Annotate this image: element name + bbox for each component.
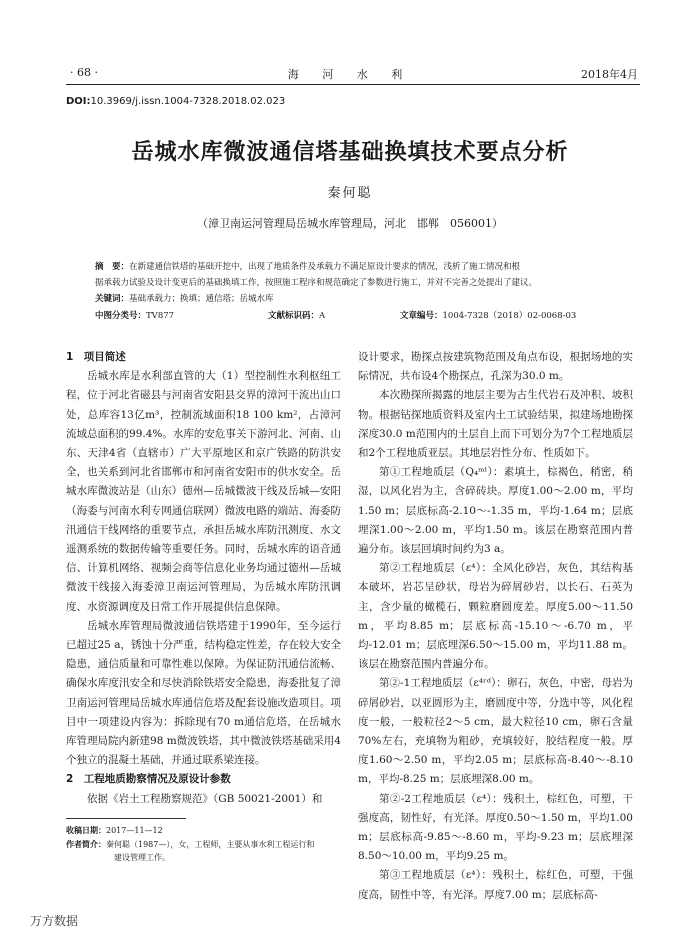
doi-value[interactable]: 10.3969/j.issn.1004-7328.2018.02.023 (90, 96, 286, 107)
doi-label: DOI: (66, 96, 91, 107)
received-label: 收稿日期： (66, 826, 106, 835)
paragraph: 第②-1工程地质层（ε⁴ʳᵈ）：卵石，灰色，中密，母岩为碎屑砂岩，以亚圆形为主，磨圆度中等，分选中等，风化程度一般，一般粒径2～5 cm，最大粒径10 cm，卵石含量70%左右，充填物为粗砂，充填较好，胶结程度一般。厚度1.60～2.50 m，平均2.05 m；层底标高-8.40～-8.10 m，平均-8.25 m；层底埋深8.00 m。 (358, 677, 633, 786)
issue-date: 2018年4月 (581, 68, 638, 81)
article-number (400, 309, 576, 321)
footnote-rule (66, 818, 186, 819)
abstract-text-2: 据承载力试验及设计变更后的基础换填工作，按照施工程序和规范确定了参数进行施工，并对不完善之处提出了建议。 (95, 278, 538, 288)
author-bio (66, 838, 346, 864)
paragraph: 第②工程地质层（ε⁴）：全风化砂岩，灰色，其结构基本破坏，岩芯呈砂状，母岩为碎屑砂岩，以长石、石英为主，含少量的橄榄石，颗粒磨圆度差。厚度5.00～11.50 m，平均8.85 m；层底标高-15.10～-6.70 m，平均-12.01 m；层底埋深6.50～15.00 m，平均11.88 m。该层在勘察范围内普遍分布。 (358, 562, 633, 671)
header-rule (66, 84, 640, 85)
paragraph: 本次勘探所揭露的地层主要为古生代岩石及冲积、坡积物。根据钻探地质资料及室内土工试验结果，拟建场地勘探深度30.0 m范围内的土层自上而下可划分为7个工程地质层和2个工程地质亚层。其地层岩性分布、性质如下。 (358, 389, 633, 460)
clc-number (95, 309, 174, 321)
author-bio-line-1: 秦何聪（1987—），女，工程师，主要从事水利工程运行和 (106, 840, 315, 849)
paper-title: 岳城水库微波通信塔基础换填技术要点分析 (131, 140, 569, 165)
right-column (358, 348, 633, 905)
paragraph: 岳城水库管理局微波通信铁塔建于1990年，至今运行已超过25 a，锈蚀十分严重，结构稳定性差，存在较大安全隐患，通信质量和可靠性难以保障。为保证防汛通信流畅、确保水库度汛安全和尽快消除铁塔安全隐患，海委批复了漳卫南运河管理局岳城水库通信危塔及配套设施改造项目。项目中一项建设内容为：拆除现有70 m通信危塔，在岳城水库管理局院内新建98 m微波铁塔，其中微波铁塔基础采用4个独立的混凝土基础，并通过联系梁连接。 (66, 619, 341, 767)
journal-name: 海 河 水 利 (287, 68, 413, 81)
affiliation: （漳卫南运河管理局岳城水库管理局，河北 邯郸 056001） (197, 217, 503, 230)
clc-value: TV877 (146, 311, 175, 321)
code-label: 文献标识码： (268, 311, 320, 321)
paragraph: 第③工程地质层（ε⁴）：残积土，棕红色，可塑，干强度高，韧性中等，有光泽。厚度7.00 m；层底标高- (358, 869, 633, 901)
watermark: 万方数据 (30, 914, 79, 928)
page-number: · 68 · (70, 66, 98, 79)
received-value: 2017—11—12 (106, 826, 163, 835)
abstract-text-1: 在新建通信铁塔的基础开挖中，出现了地质条件及承载力不满足原设计要求的情况，浅析了施工情况和根 (129, 262, 521, 272)
code-value: A (319, 311, 326, 321)
section-heading-2: 2 工程地质勘察情况及原设计参数 (66, 773, 231, 786)
left-column (66, 348, 341, 809)
document-code (268, 309, 325, 321)
paragraph: 设计要求，勘探点按建筑物范围及角点布设，根据场地的实际情况，共布设4个勘探点，孔深为30.0 m。 (358, 351, 633, 383)
section-heading-1: 1 项目简述 (66, 351, 126, 363)
author-name: 秦何聪 (327, 186, 373, 201)
author-bio-label: 作者简介： (66, 840, 106, 849)
article-value: 1004-7328（2018）02-0068-03 (442, 311, 577, 321)
doi (66, 96, 285, 107)
paragraph: 岳城水库是水利部直管的大（1）型控制性水利枢纽工程，位于河北省磁县与河南省安阳县交界的漳河干流出山口处，总库容13亿m³，控制流域面积18 100 km²，占漳河流域总面积的99.4%。水库的安危事关下游河北、河南、山东、天津4省（直辖市）广大平原地区和京广铁路的防洪安全，也关系到河北省邯郸市和河南省安阳市的供水安全。岳城水库微波站是（山东）德州—岳城微波干线及岳城—安阳（海委与河南水利专网通信联网）微波电路的端站、海委防汛通信干线网络的重要节点，承担岳城水库防汛测度、水文遥测系统的数据传输等重要任务。同时，岳城水库的语音通信、计算机网络、视频会商等信息化业务均通过德州—岳城微波干线接入海委漳卫南运河管理局，为岳城水库防汛调度、水资源调度及日常工作开展提供信息保障。 (66, 370, 341, 613)
paragraph: 依据《岩土工程勘察规范》（GB 50021-2001）和 (87, 792, 323, 805)
keywords-label: 关键词： (95, 294, 130, 304)
abstract (95, 259, 615, 307)
clc-label: 中图分类号： (95, 311, 147, 321)
abstract-label: 摘 要： (95, 262, 130, 272)
article-label: 文章编号： (400, 311, 443, 321)
author-bio-line-2: 建设管理工作。 (114, 853, 170, 862)
paragraph: 第①工程地质层（Q₄ᵐˡ）：素填土，棕褐色，稍密，稍湿，以风化岩为主，含碎砖块。厚度1.00～2.00 m，平均1.50 m；层底标高-2.10～-1.35 m，平均-1.64 m；层底埋深1.00～2.00 m，平均1.50 m。该层在勘察范围内普遍分布。该层回填时间约为3 a。 (358, 466, 633, 556)
keywords: 基础承载力；换填；通信塔；岳城水库 (129, 294, 274, 304)
received-date (66, 824, 346, 837)
paragraph: 第②-2工程地质层（ε⁴）：残积土，棕红色，可塑，干强度高，韧性好，有光泽。厚度0.50～1.50 m，平均1.00 m；层底标高-9.85～-8.60 m，平均-9.23 m；层底埋深8.50～10.00 m，平均9.25 m。 (358, 792, 633, 863)
